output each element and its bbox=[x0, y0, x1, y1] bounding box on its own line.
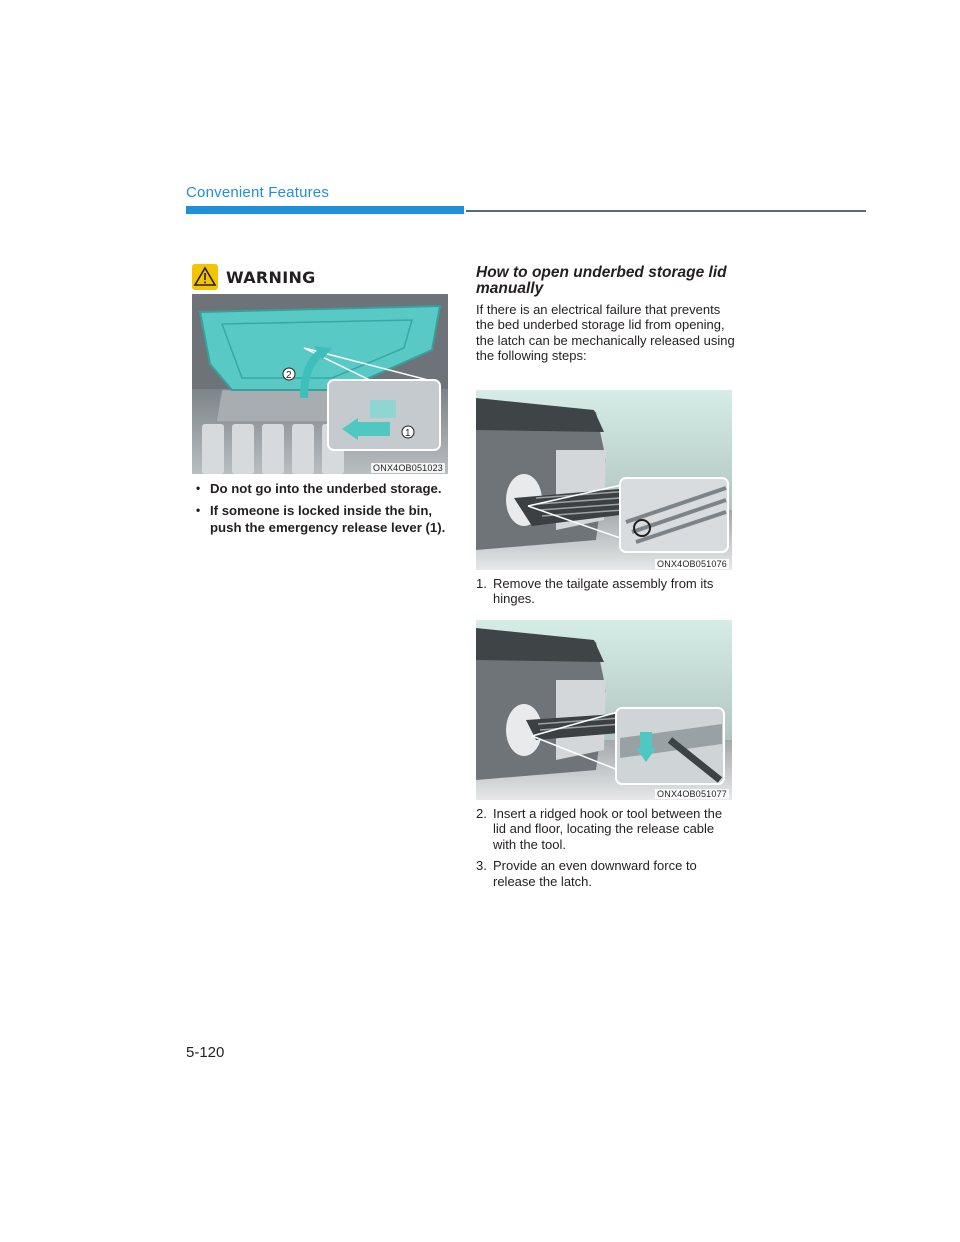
step-number: 3. bbox=[476, 858, 487, 874]
step-text: Remove the tailgate assembly from its hinges. bbox=[493, 576, 714, 607]
step-item bbox=[476, 576, 738, 607]
warning-triangle-icon bbox=[192, 264, 218, 290]
warning-bullet: • If someone is locked inside the bin, push the emergency release lever (1). bbox=[194, 502, 456, 536]
step-item bbox=[476, 858, 738, 889]
header-accent-bar bbox=[186, 206, 464, 214]
figure-code: ONX4OB051076 bbox=[657, 559, 727, 569]
callout-2: 2 bbox=[286, 370, 292, 381]
warning-figure bbox=[192, 294, 448, 474]
step-text: Provide an even downward force to release the latch. bbox=[493, 858, 697, 889]
section-header-title: Convenient Features bbox=[186, 184, 330, 201]
warning-bullet-list bbox=[194, 480, 456, 541]
figure-code: ONX4OB051023 bbox=[373, 463, 443, 473]
section-heading: How to open underbed storage lid manually bbox=[476, 264, 727, 297]
release-figure bbox=[476, 620, 732, 800]
step-text: Insert a ridged hook or tool between the lid and floor, locating the release cable with the tool. bbox=[493, 806, 723, 852]
callout-1: 1 bbox=[405, 428, 411, 439]
page-number: 5-120 bbox=[186, 1044, 225, 1061]
step-number: 1. bbox=[476, 576, 487, 591]
header-rule bbox=[466, 210, 866, 212]
section-intro: If there is an electrical failure that prevents the bed underbed storage lid from opening, the latch can be mechanically released using the following steps: bbox=[476, 302, 735, 364]
steps-list-2 bbox=[476, 806, 738, 895]
warning-heading bbox=[192, 264, 316, 290]
figure-code: ONX4OB051077 bbox=[657, 789, 727, 799]
steps-list-1 bbox=[476, 576, 738, 613]
step-item bbox=[476, 806, 738, 852]
step-number: 2. bbox=[476, 806, 487, 821]
warning-bullet: • Do not go into the underbed storage. bbox=[194, 480, 456, 497]
warning-label: WARNING bbox=[226, 267, 316, 287]
tailgate-figure bbox=[476, 390, 732, 570]
